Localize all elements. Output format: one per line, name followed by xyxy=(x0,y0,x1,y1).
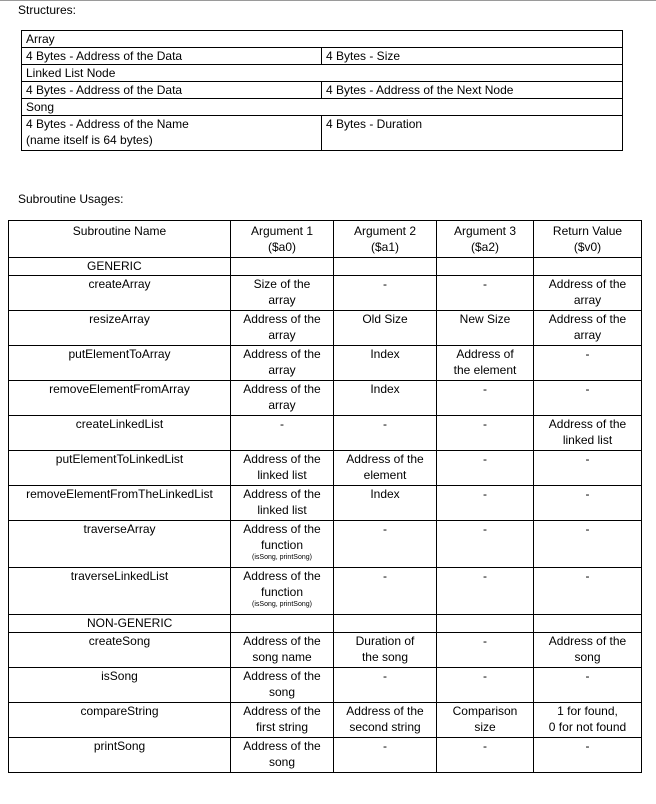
subroutine-name: removeElementFromArray xyxy=(9,381,231,416)
empty-cell xyxy=(231,615,334,633)
argument-2: Address of the element xyxy=(334,451,437,486)
table-row xyxy=(9,633,642,668)
table-row xyxy=(9,668,642,703)
argument-1: Address of the linked list xyxy=(231,486,334,521)
table-row xyxy=(9,521,642,568)
structure-title-row xyxy=(22,65,623,82)
argument-3: - xyxy=(437,738,534,773)
return-value: Address of the linked list xyxy=(534,416,642,451)
argument-2: - xyxy=(334,521,437,568)
argument-1: - xyxy=(231,416,334,451)
argument-3: - xyxy=(437,521,534,568)
column-header: Return Value ($v0) xyxy=(534,221,642,258)
table-row xyxy=(9,276,642,311)
structures-heading: Structures: xyxy=(18,3,77,17)
page-top-border xyxy=(0,0,656,1)
argument-3: - xyxy=(437,276,534,311)
structure-field: 4 Bytes - Size xyxy=(322,48,623,65)
argument-note: (isSong, printSong) xyxy=(252,554,312,561)
return-value: - xyxy=(534,486,642,521)
group-label: NON-GENERIC xyxy=(9,615,231,633)
table-row xyxy=(9,486,642,521)
column-header: Subroutine Name xyxy=(9,221,231,258)
argument-1: Address of the array xyxy=(231,346,334,381)
argument-1: Address of the array xyxy=(231,311,334,346)
column-header: Argument 3 ($a2) xyxy=(437,221,534,258)
argument-1: Address of the first string xyxy=(231,703,334,738)
group-row xyxy=(9,258,642,276)
subroutine-name: createArray xyxy=(9,276,231,311)
argument-1: Address of the array xyxy=(231,381,334,416)
argument-3: - xyxy=(437,568,534,615)
structure-field: 4 Bytes - Address of the Data xyxy=(22,82,322,99)
return-value: Address of the song xyxy=(534,633,642,668)
structure-field: 4 Bytes - Duration xyxy=(322,116,623,151)
structure-field: 4 Bytes - Address of the Name (name itself is 64 bytes) xyxy=(22,116,322,151)
return-value: 1 for found, 0 for not found xyxy=(534,703,642,738)
table-row xyxy=(9,381,642,416)
subroutine-name: createLinkedList xyxy=(9,416,231,451)
return-value: - xyxy=(534,521,642,568)
structure-fields-row xyxy=(22,48,623,65)
argument-3: - xyxy=(437,381,534,416)
structure-fields-row xyxy=(22,116,623,151)
argument-2: Index xyxy=(334,381,437,416)
return-value: - xyxy=(534,346,642,381)
argument-2: Index xyxy=(334,486,437,521)
argument-2: - xyxy=(334,276,437,311)
structure-title: Array xyxy=(22,31,623,48)
subroutine-name: putElementToArray xyxy=(9,346,231,381)
group-label: GENERIC xyxy=(9,258,231,276)
table-row xyxy=(9,451,642,486)
return-value: - xyxy=(534,568,642,615)
argument-1: Address of the song name xyxy=(231,633,334,668)
structure-title-row xyxy=(22,99,623,116)
structure-field: 4 Bytes - Address of the Next Node xyxy=(322,82,623,99)
subroutine-name: putElementToLinkedList xyxy=(9,451,231,486)
argument-3: New Size xyxy=(437,311,534,346)
argument-1: Address of the linked list xyxy=(231,451,334,486)
argument-1: Address of the song xyxy=(231,668,334,703)
table-row xyxy=(9,346,642,381)
return-value: - xyxy=(534,381,642,416)
empty-cell xyxy=(437,615,534,633)
column-header: Argument 2 ($a1) xyxy=(334,221,437,258)
empty-cell xyxy=(437,258,534,276)
argument-3: Address of the element xyxy=(437,346,534,381)
argument-2: - xyxy=(334,568,437,615)
empty-cell xyxy=(231,258,334,276)
argument-note: (isSong, printSong) xyxy=(252,601,312,608)
structure-title: Linked List Node xyxy=(22,65,623,82)
subroutine-name: compareString xyxy=(9,703,231,738)
argument-2: Duration of the song xyxy=(334,633,437,668)
subroutine-name: isSong xyxy=(9,668,231,703)
empty-cell xyxy=(534,258,642,276)
subroutine-name: createSong xyxy=(9,633,231,668)
structure-title-row xyxy=(22,31,623,48)
group-row xyxy=(9,615,642,633)
table-header-row xyxy=(9,221,642,258)
subroutine-name: removeElementFromTheLinkedList xyxy=(9,486,231,521)
return-value: - xyxy=(534,738,642,773)
argument-3: - xyxy=(437,451,534,486)
argument-3: - xyxy=(437,416,534,451)
argument-1: Address of the function (isSong, printSong) xyxy=(231,521,334,568)
argument-2: Index xyxy=(334,346,437,381)
structure-field: 4 Bytes - Address of the Data xyxy=(22,48,322,65)
empty-cell xyxy=(534,615,642,633)
table-row xyxy=(9,311,642,346)
structure-title: Song xyxy=(22,99,623,116)
structures-table xyxy=(21,30,623,151)
return-value: - xyxy=(534,668,642,703)
argument-3: - xyxy=(437,633,534,668)
return-value: - xyxy=(534,451,642,486)
return-value: Address of the array xyxy=(534,276,642,311)
argument-3: - xyxy=(437,668,534,703)
argument-2: Old Size xyxy=(334,311,437,346)
structure-fields-row xyxy=(22,82,623,99)
column-header: Argument 1 ($a0) xyxy=(231,221,334,258)
subroutine-name: traverseArray xyxy=(9,521,231,568)
empty-cell xyxy=(334,615,437,633)
table-row xyxy=(9,568,642,615)
table-row xyxy=(9,738,642,773)
argument-3: Comparison size xyxy=(437,703,534,738)
subroutines-heading: Subroutine Usages: xyxy=(18,192,124,206)
subroutine-usage-table xyxy=(8,220,642,773)
table-row xyxy=(9,703,642,738)
empty-cell xyxy=(334,258,437,276)
argument-1: Size of the array xyxy=(231,276,334,311)
subroutine-name: resizeArray xyxy=(9,311,231,346)
argument-1: Address of the song xyxy=(231,738,334,773)
argument-3: - xyxy=(437,486,534,521)
argument-2: - xyxy=(334,738,437,773)
argument-2: Address of the second string xyxy=(334,703,437,738)
table-row xyxy=(9,416,642,451)
argument-2: - xyxy=(334,416,437,451)
return-value: Address of the array xyxy=(534,311,642,346)
subroutine-name: printSong xyxy=(9,738,231,773)
subroutine-name: traverseLinkedList xyxy=(9,568,231,615)
argument-1: Address of the function (isSong, printSong) xyxy=(231,568,334,615)
argument-2: - xyxy=(334,668,437,703)
